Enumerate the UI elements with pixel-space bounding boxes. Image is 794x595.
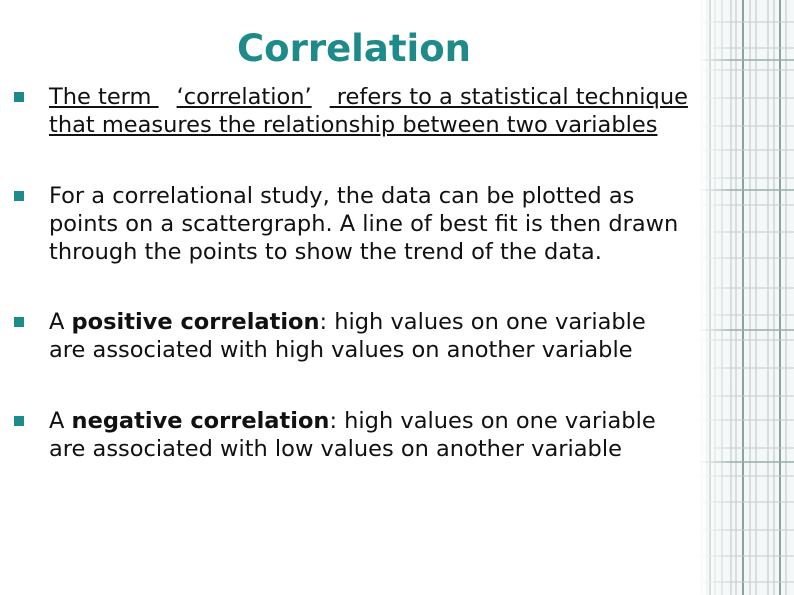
bullet-text-part: : high values on one variable are associated with high values on another variable: [49, 309, 646, 363]
bullet-text-part: : high values on one variable are associated with low values on another variable: [49, 408, 656, 462]
slide-title: Correlation: [237, 27, 471, 70]
bullet-term-bold: positive correlation: [71, 309, 320, 335]
square-bullet-icon: [14, 416, 24, 426]
bullet-text: [49, 83, 689, 139]
bullet-text: [49, 308, 689, 364]
bullet-text-part: For a correlational study, the data can be plotted as points on a scattergraph. A line of best fit is then drawn through the points to show the trend of the data.: [49, 183, 679, 265]
bullet-text-part: A: [49, 309, 72, 335]
square-bullet-icon: [14, 191, 24, 201]
bullet-text: [49, 182, 689, 266]
bullet-text-part: refers to a statistical technique that measures the relationship between two variables: [49, 84, 688, 138]
bullet-text-part: The term: [49, 84, 159, 110]
square-bullet-icon: [14, 92, 24, 102]
bullet-text-part: A: [49, 408, 72, 434]
decorative-grid-strip: [698, 0, 794, 595]
square-bullet-icon: [14, 317, 24, 327]
bullet-term-bold: negative correlation: [71, 408, 330, 434]
bullet-text: [49, 407, 689, 463]
bullet-text-part: ‘correlation’: [176, 84, 312, 110]
